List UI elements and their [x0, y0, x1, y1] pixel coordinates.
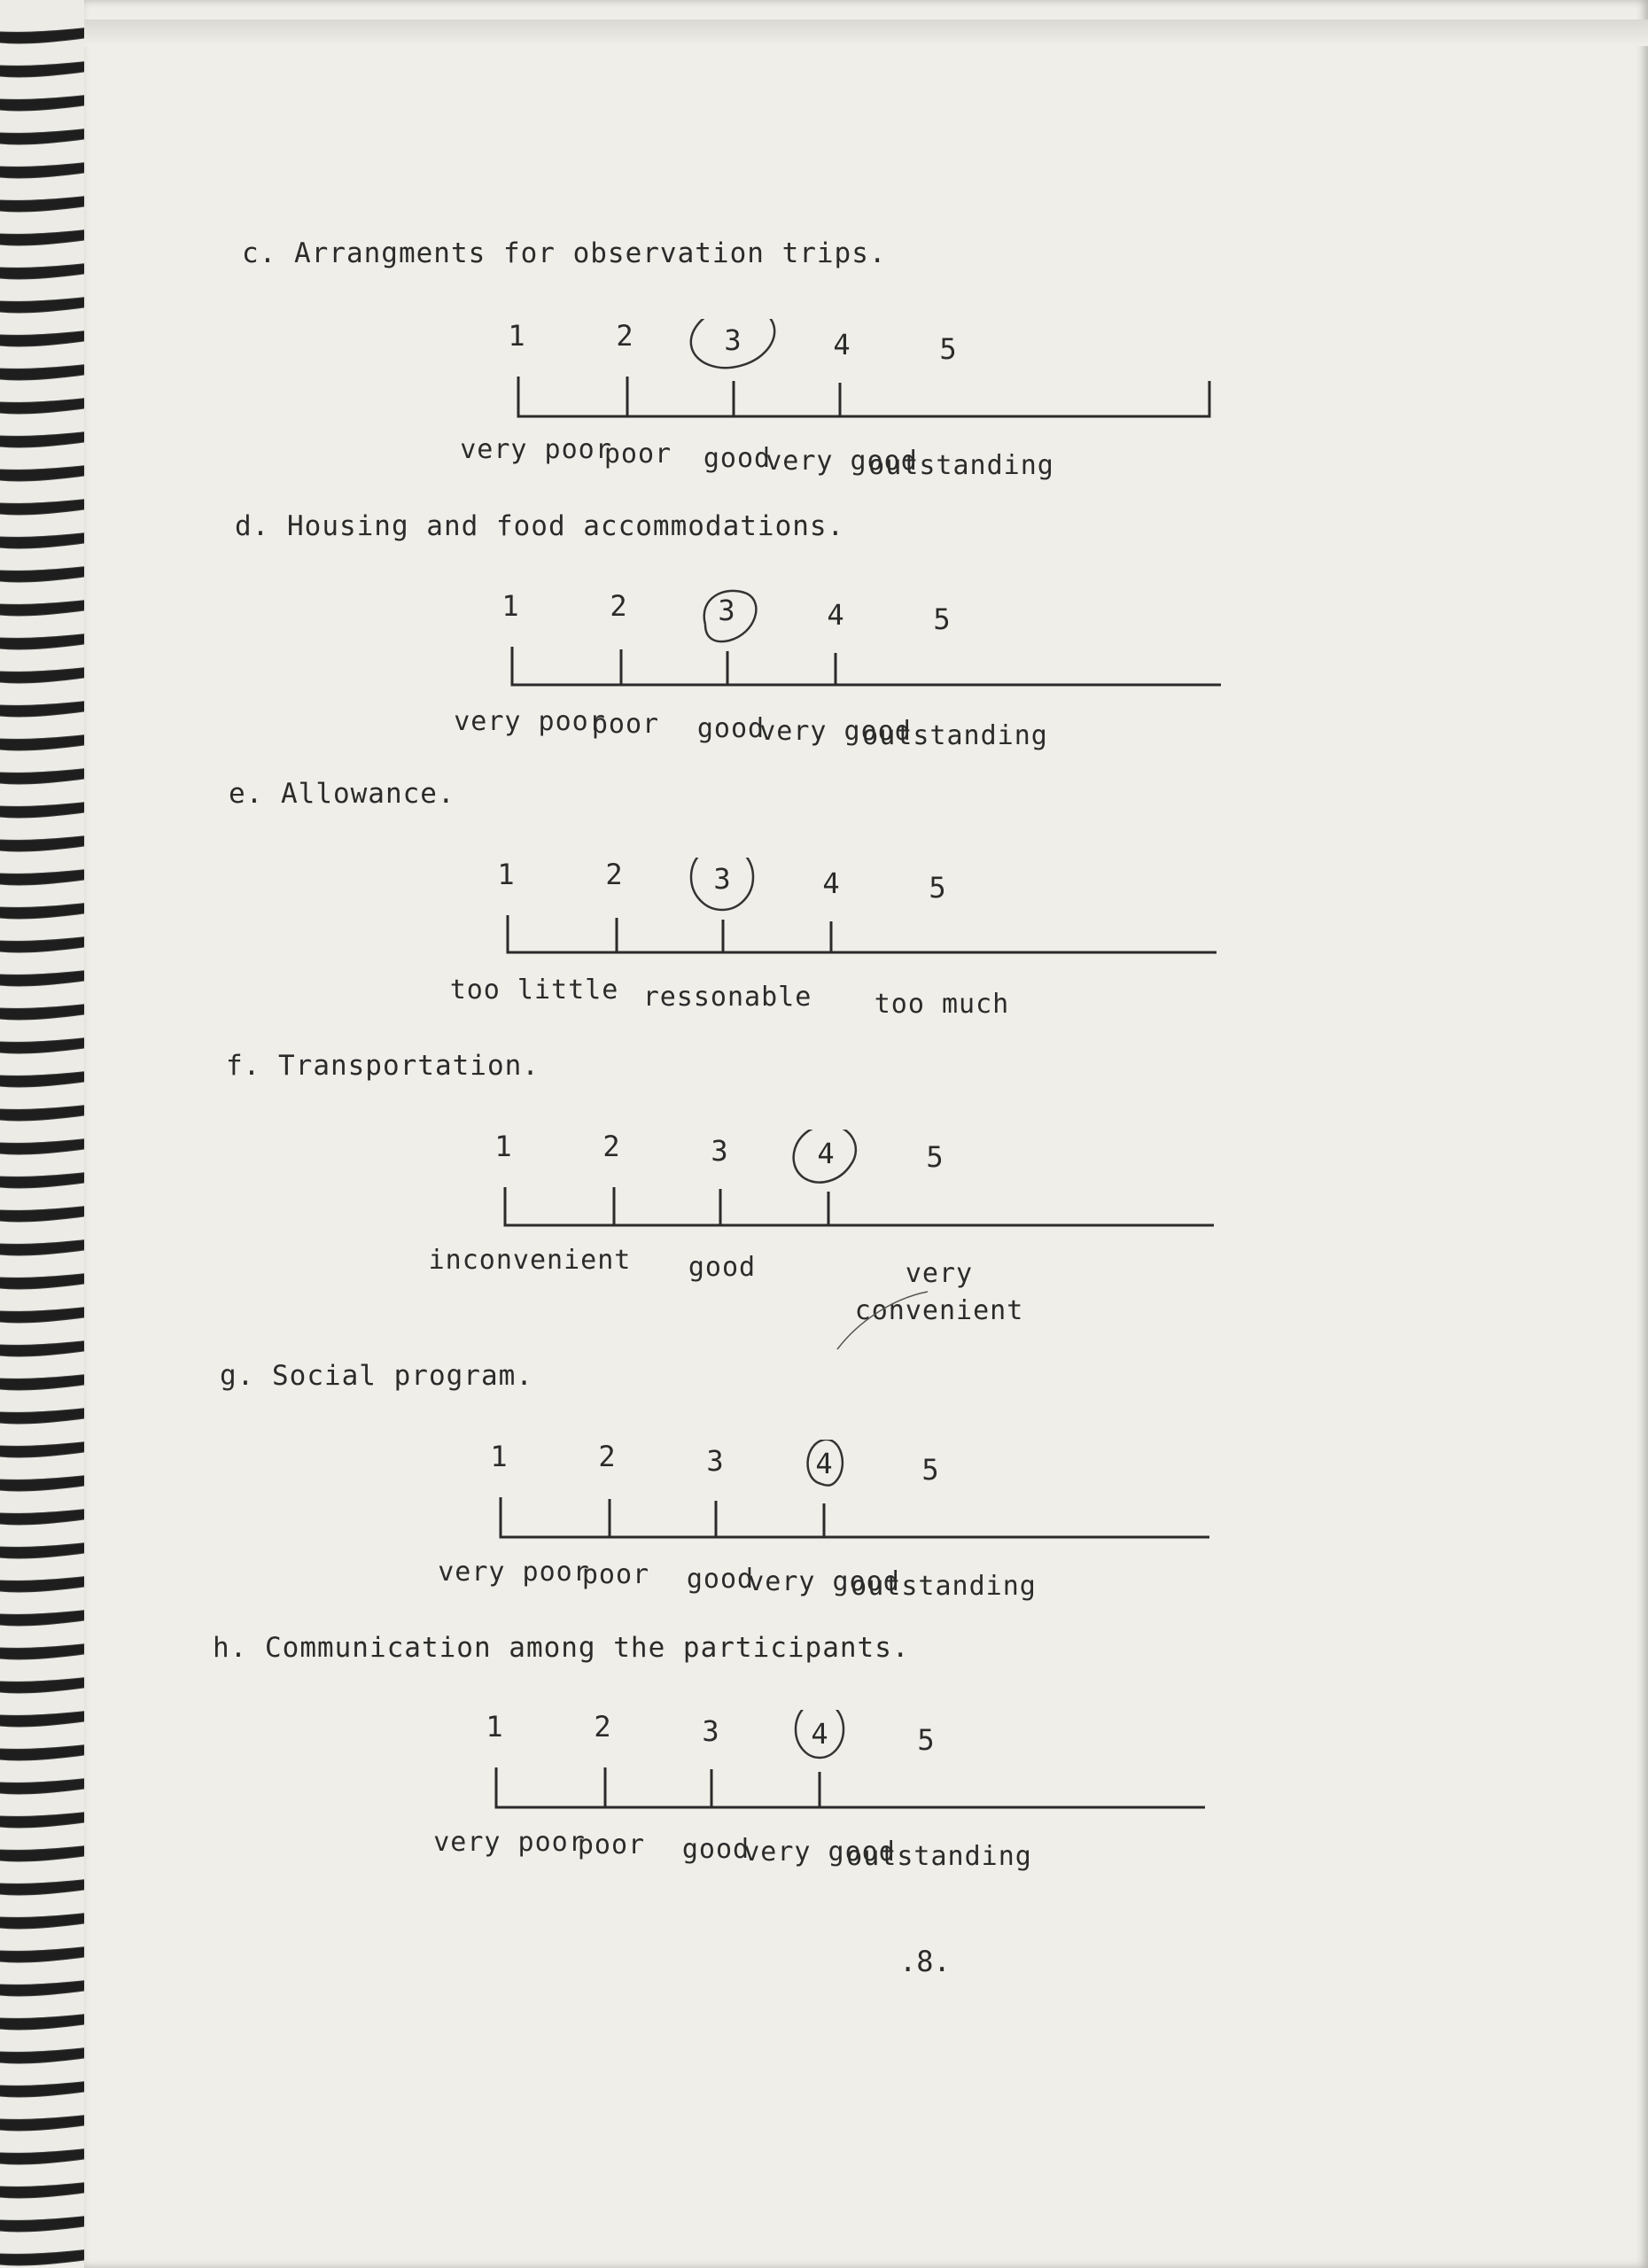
scale-number-2: 2 [594, 1710, 611, 1744]
scale-label: very poor [454, 706, 606, 737]
scale-number-5: 5 [917, 1723, 935, 1757]
scale-label: outstanding [851, 1571, 1037, 1602]
rating-scale-line [487, 1130, 1214, 1307]
scale-label: convenient [854, 1295, 1024, 1326]
question-g-heading: g. Social program. [220, 1360, 533, 1392]
scale-number-4: 4 [811, 1717, 828, 1751]
scale-number-3: 3 [718, 594, 735, 627]
page-number: .8. [899, 1945, 951, 1978]
page-top-edge [84, 19, 1648, 46]
scale-label: very poor [460, 434, 612, 465]
scale-number-1: 1 [486, 1710, 503, 1744]
scale-number-1: 1 [494, 1130, 512, 1163]
scale-label: too much [874, 989, 1010, 1020]
question-f-heading: f. Transportation. [226, 1050, 540, 1082]
scale-label: good [681, 1834, 750, 1865]
document-page [84, 0, 1648, 2268]
scale-label: good [688, 1252, 757, 1283]
question-c-heading: c. Arrangments for observation trips. [242, 237, 887, 269]
scale-label: too little [449, 975, 619, 1006]
scale-label: poor [591, 709, 660, 740]
question-h-scale [433, 1710, 1205, 1940]
scale-label: outstanding [846, 1841, 1032, 1872]
scale-number-1: 1 [497, 858, 515, 891]
scale-label: good [686, 1564, 755, 1595]
scale-label: very good [748, 1566, 900, 1597]
question-h-heading: h. Communication among the participants. [213, 1632, 910, 1664]
scale-label: inconvenient [428, 1245, 632, 1276]
question-e-scale [449, 858, 1217, 1088]
scale-label: poor [603, 439, 672, 470]
rating-scale-line [490, 858, 1217, 1035]
scale-number-2: 2 [605, 858, 623, 891]
scale-label: poor [581, 1559, 650, 1590]
scale-number-1: 1 [501, 589, 519, 623]
scale-number-3: 3 [724, 323, 742, 357]
scale-number-2: 2 [598, 1440, 616, 1473]
scale-number-4: 4 [822, 866, 840, 900]
scale-number-1: 1 [490, 1440, 508, 1473]
scale-number-5: 5 [921, 1453, 939, 1487]
scale-label: very good [766, 446, 918, 477]
question-e-heading: e. Allowance. [229, 778, 455, 810]
scale-label: poor [577, 1829, 646, 1860]
scale-number-4: 4 [833, 328, 851, 361]
scale-number-3: 3 [702, 1714, 719, 1748]
scale-number-4: 4 [817, 1137, 835, 1170]
scale-number-5: 5 [939, 332, 957, 366]
scale-label: ressonable [642, 982, 812, 1013]
scale-label: very good [743, 1837, 896, 1868]
scale-label: good [696, 713, 766, 744]
scale-number-5: 5 [929, 871, 946, 905]
scale-number-3: 3 [711, 1134, 728, 1168]
scale-number-2: 2 [610, 589, 627, 623]
scale-label: very poor [438, 1557, 590, 1588]
scale-number-5: 5 [933, 602, 951, 636]
scale-number-4: 4 [827, 598, 844, 632]
scale-number-1: 1 [508, 319, 525, 353]
question-d-heading: d. Housing and food accommodations. [235, 510, 845, 542]
scale-label: outstanding [868, 450, 1054, 481]
scale-label: good [703, 443, 772, 474]
scale-number-3: 3 [713, 862, 731, 896]
scale-number-2: 2 [602, 1130, 620, 1163]
question-d-scale [454, 589, 1221, 819]
scale-label: outstanding [862, 720, 1048, 751]
scale-number-4: 4 [815, 1447, 833, 1480]
scale-number-5: 5 [926, 1140, 944, 1174]
question-f-scale [428, 1130, 1214, 1360]
scale-label: very [905, 1258, 974, 1289]
scale-number-2: 2 [616, 319, 634, 353]
scale-number-3: 3 [706, 1444, 724, 1478]
scale-label: very good [759, 716, 912, 747]
scale-label: very poor [433, 1827, 586, 1858]
